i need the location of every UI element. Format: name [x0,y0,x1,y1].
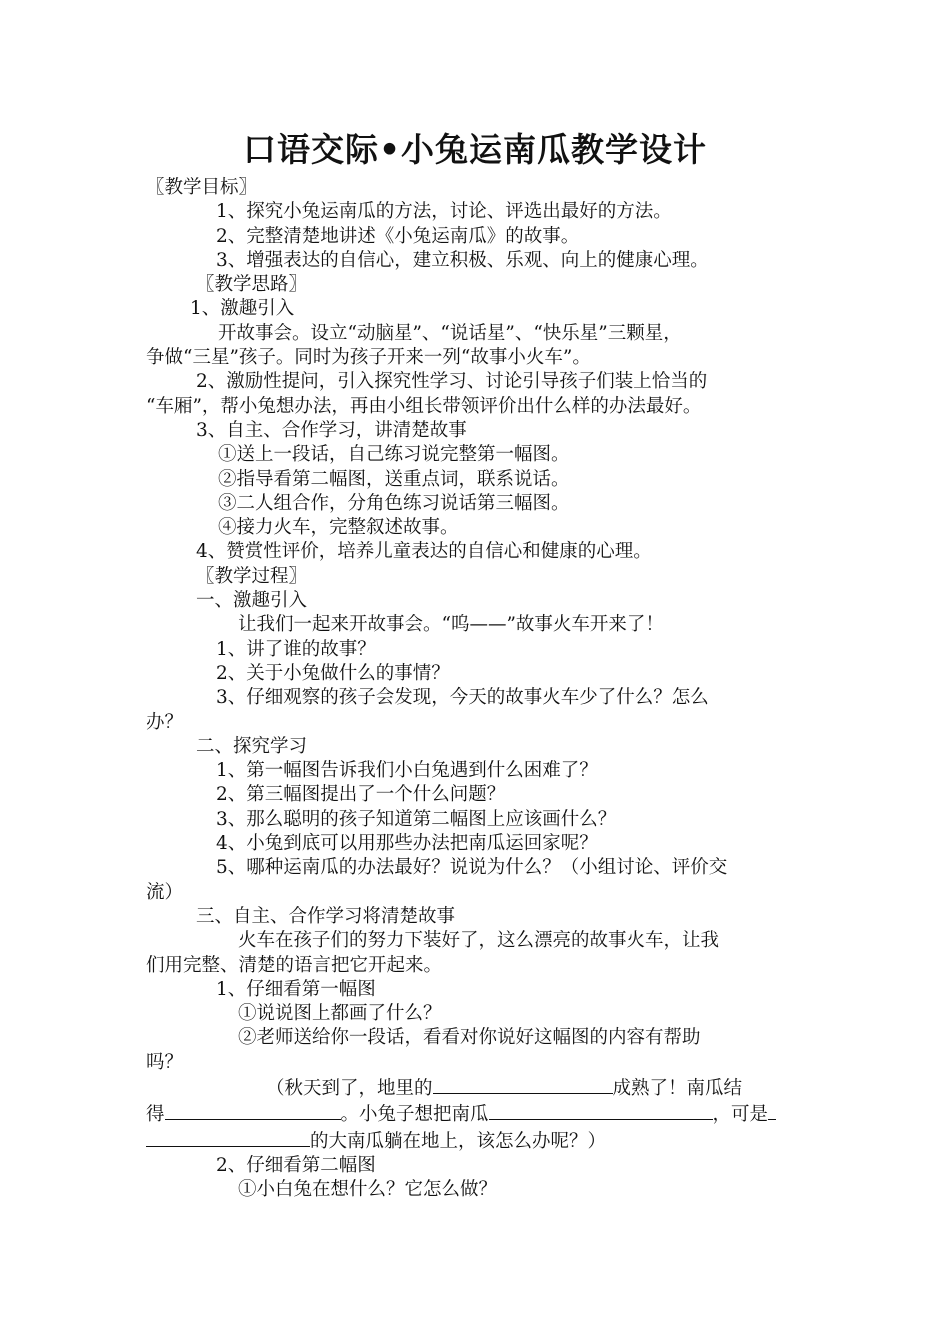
text-line: 3、增强表达的自信心，建立积极、乐观、向上的健康心理。 [216,249,709,271]
fill-text: ，可是 [712,1104,769,1126]
text-line: 2、完整清楚地讲述《小兔运南瓜》的故事。 [216,225,580,247]
text-line: 一、激趣引入 [196,590,308,612]
text-line: ①说说图上都画了什么？ [238,1003,442,1025]
text-line: 让我们一起来开故事会。“呜——”故事火车开来了！ [238,614,664,636]
fill-blank-line-3 [146,1128,814,1154]
text-line: 3、那么聪明的孩子知道第二幅图上应该画什么？ [216,808,617,830]
text-line: 火车在孩子们的努力下装好了，这么漂亮的故事火车，让我 [238,930,720,952]
text-line: 流） [146,881,184,903]
text-line: 4、赞赏性评价，培养儿童表达的自信心和健康的心理。 [196,541,652,563]
text-line: 办？ [146,711,184,733]
text-line: 们用完整、清楚的语言把它开起来。 [146,954,443,976]
text-line: 5、哪种运南瓜的办法最好？说说为什么？（小组讨论、评价交 [216,857,728,879]
text-line: 〖教学目标〗 [146,177,258,198]
text-line: 3、仔细观察的孩子会发现，今天的故事火车少了什么？怎么 [216,687,709,709]
fill-text: 。小兔子想把南瓜 [340,1104,489,1126]
text-line: ①小白兔在想什么？它怎么做？ [238,1179,498,1201]
blank-field [146,1128,310,1147]
text-line: 2、关于小兔做什么的事情？ [216,662,450,684]
text-line: 三、自主、合作学习将清楚故事 [196,905,456,927]
text-line: 3、自主、合作学习，讲清楚故事 [196,419,467,441]
text-line: ②指导看第二幅图，送重点词，联系说话。 [218,468,570,490]
fill-text: 成熟了！南瓜结 [612,1077,743,1099]
text-line: 2、仔细看第二幅图 [216,1154,376,1176]
text-line: 开故事会。设立“动脑星”、“说话星”、“快乐星”三颗星， [218,322,682,344]
text-lines [146,176,814,1075]
blank-field [768,1101,776,1120]
document-title: 口语交际•小兔运南瓜教学设计 [242,130,708,169]
text-line: ④接力火车，完整叙述故事。 [218,517,459,539]
text-line: ②老师送给你一段话，看看对你说好这幅图的内容有帮助 [238,1027,701,1049]
document-body [146,176,814,1202]
text-line: 1、第一幅图告诉我们小白兔遇到什么困难了？ [216,760,598,782]
text-line: 1、探究小兔运南瓜的方法，讨论、评选出最好的方法。 [216,201,672,223]
text-line: 4、小兔到底可以用那些办法把南瓜运回家呢？ [216,833,598,855]
text-line: 吗？ [146,1051,184,1073]
text-line: ①送上一段话，自己练习说完整第一幅图。 [218,444,570,466]
fill-text: 得 [146,1104,165,1126]
fill-blank-line-2 [146,1101,814,1127]
blank-field [433,1075,613,1094]
text-line: 1、仔细看第一幅图 [216,978,376,1000]
fill-text: （秋天到了，地里的 [266,1077,433,1099]
fill-blank-line-1 [146,1075,814,1101]
text-line: 〖教学过程〗 [196,565,308,587]
text-lines-tail [146,1154,814,1203]
text-line: 争做“三星”孩子。同时为孩子开来一列“故事小火车”。 [146,347,591,369]
text-line: 〖教学思路〗 [196,274,308,296]
text-line: 1、激趣引入 [190,298,295,320]
blank-field [489,1101,713,1120]
text-line: 2、激励性提问，引入探究性学习、讨论引导孩子们装上恰当的 [196,371,708,393]
fill-text: 的大南瓜躺在地上，该怎么办呢？） [310,1130,607,1152]
text-line: ③二人组合作，分角色练习说话第三幅图。 [218,492,570,514]
blank-field [165,1101,341,1120]
text-line: 2、第三幅图提出了一个什么问题？ [216,784,506,806]
text-line: “车厢”，帮小兔想办法，再由小组长带领评价出什么样的办法最好。 [146,395,702,417]
text-line: 二、探究学习 [196,735,308,757]
text-line: 1、讲了谁的故事？ [216,638,376,660]
